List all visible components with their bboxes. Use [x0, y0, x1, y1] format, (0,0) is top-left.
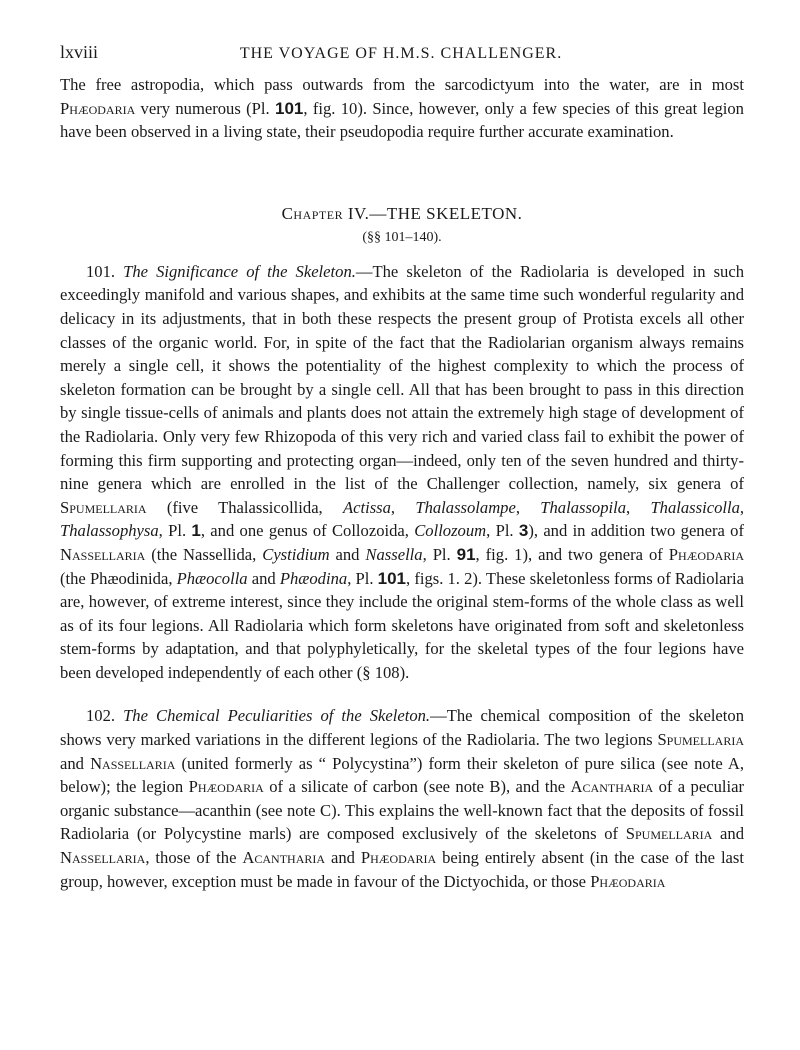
plate-ref: 3: [518, 521, 529, 541]
section-number: 101.: [86, 261, 124, 281]
text-run: of a silicate of carbon (see note B), and the: [263, 777, 571, 797]
text-run: ,: [739, 497, 745, 517]
chapter-heading: [60, 204, 744, 224]
text-run: , Pl.: [486, 521, 519, 541]
genus-thalassicolla: Thalassicolla: [650, 497, 740, 517]
taxon-phaeodaria: Phæodaria: [590, 871, 666, 891]
text-run: , fig. 10). Since, however, only a few species of this great legion have been observed in a living state, their pseudopodia require further accurate examination.: [60, 98, 744, 142]
page-number: lxviii: [60, 42, 99, 62]
taxon-phaeodaria: Phæodaria: [188, 777, 264, 797]
text-run: ,: [626, 497, 651, 517]
text-run: ,: [390, 497, 416, 517]
text-run: and: [329, 544, 366, 564]
text-run: ,: [515, 497, 541, 517]
text-run: (the Nassellida,: [145, 544, 263, 564]
text-run: , Pl.: [347, 568, 378, 588]
taxon-phaeodaria: Phæodaria: [360, 848, 437, 868]
text-run: , Pl.: [158, 521, 192, 541]
text-run: —The skeleton of the Radiolaria is developed in such exceedingly manifold and various shapes, and exhibits at the same time such wonderful regularity and delicacy in its adjustments, that in both these respects the present group of Protista excels all other classes of the organic world. For, in spite of the fact that the Radiolarian organism always remains merely a single cell, it shows the potentiality of the highest complexity to which the process of skeleton formation can be brought by a single cell. All that has been brought to pass in this direction by single tissue-cells of animals and plants does not attain the extremely high stage of development of the Radiolaria. Only very few Rhizopoda of this very rich and varied class fail to exhibit the power of forming this firm supporting and protecting organ—indeed, only ten of the seven hundred and thirty-nine genera which are enrolled in the list of the Challenger collection, namely, six genera of: [60, 261, 745, 494]
text-run: and: [60, 753, 91, 773]
taxon-spumellaria: Spumellaria: [625, 824, 713, 844]
paragraph-gap: [60, 684, 744, 704]
paragraph-102: [60, 704, 744, 893]
plate-ref: 1: [191, 521, 201, 541]
genus-phaeocolla: Phæocolla: [176, 568, 248, 588]
text-run: , those of the: [145, 848, 243, 868]
plate-ref: 91: [456, 544, 476, 564]
text-run: of a peculiar organic substance—acanthin (see note C). This explains the well-known fact that the deposits of fossil Radiolaria (or Polycystine marls) are composed exclusively of the skeletons of: [60, 777, 744, 844]
text-run: ), and in addition two genera of: [528, 521, 744, 541]
text-run: (the Phæodinida,: [60, 568, 177, 588]
taxon-phaeodaria: Phæodaria: [668, 544, 744, 564]
genus-actissa: Actissa: [342, 497, 391, 517]
text-run: and: [247, 568, 280, 588]
genus-thalassopila: Thalassopila: [540, 497, 627, 517]
text-run: The free astropodia, which pass outwards from the sarcodictyum into the water, are in most: [60, 75, 744, 94]
running-head: [60, 42, 744, 63]
genus-nassella: Nassella: [365, 544, 423, 564]
section-number: 102.: [86, 706, 124, 726]
text-run: (five Thalassicollida,: [146, 497, 343, 517]
paragraph-101: [60, 260, 744, 685]
text-run: , fig. 1), and two genera of: [475, 544, 669, 564]
chapter-label: Chapter: [281, 203, 344, 223]
section-heading: The Significance of the Skeleton.: [123, 261, 356, 281]
taxon-nassellaria: Nassellaria: [90, 753, 176, 773]
genus-thalassophysa: Thalassophysa: [60, 521, 159, 541]
text-run: —The chemical composition of the skeleton shows very marked variations in the different legions of the Radiolaria. The two legions: [60, 706, 744, 750]
genus-phaeodina: Phæodina: [279, 568, 348, 588]
taxon-nassellaria: Nassellaria: [60, 848, 146, 868]
text-run: very numerous (Pl.: [135, 98, 275, 118]
text-run: (united formerly as “ Polycystina”) form their skeleton of pure silica (see note A, below); the legion: [60, 753, 745, 797]
text-run: , Pl.: [422, 544, 457, 564]
text-run: , and one genus of Collozoida,: [200, 521, 415, 541]
running-title: THE VOYAGE OF H.M.S. CHALLENGER.: [239, 45, 563, 62]
plate-ref: 101: [377, 568, 407, 588]
intro-paragraph: [60, 73, 744, 144]
text-run: being entirely absent (in the case of the last group, however, exception must be made in favour of the Dictyochida, or those: [60, 848, 744, 891]
taxon-acantharia: Acantharia: [242, 848, 326, 868]
text-run: and: [325, 848, 361, 868]
section-heading: The Chemical Peculiarities of the Skeleton.: [123, 706, 431, 726]
text-run: and: [712, 824, 744, 844]
taxon-acantharia: Acantharia: [570, 777, 654, 797]
chapter-title: IV.—THE SKELETON.: [343, 203, 523, 223]
genus-cystidium: Cystidium: [262, 544, 330, 564]
text-run: , figs. 1. 2). These skeletonless forms of Radiolaria are, however, of extreme interest, since they include the original stem-forms of the whole class as well as of its four legions. All Radiolaria which form skeletons have originated from soft and skeletonless stem-forms by adaptation, and that polyphyletically, for the skeletal types of the four legions have been developed independently of each other (§ 108).: [60, 568, 744, 682]
plate-ref: 101: [274, 98, 304, 118]
taxon-spumellaria: Spumellaria: [657, 730, 744, 750]
taxon-nassellaria: Nassellaria: [60, 544, 146, 564]
section-range: (§§ 101–140).: [362, 229, 442, 245]
taxon-phaeodaria: Phæodaria: [60, 98, 136, 118]
genus-thalassolampe: Thalassolampe: [415, 497, 516, 517]
genus-collozoum: Collozoum: [414, 521, 487, 541]
taxon-spumellaria: Spumellaria: [60, 497, 147, 517]
